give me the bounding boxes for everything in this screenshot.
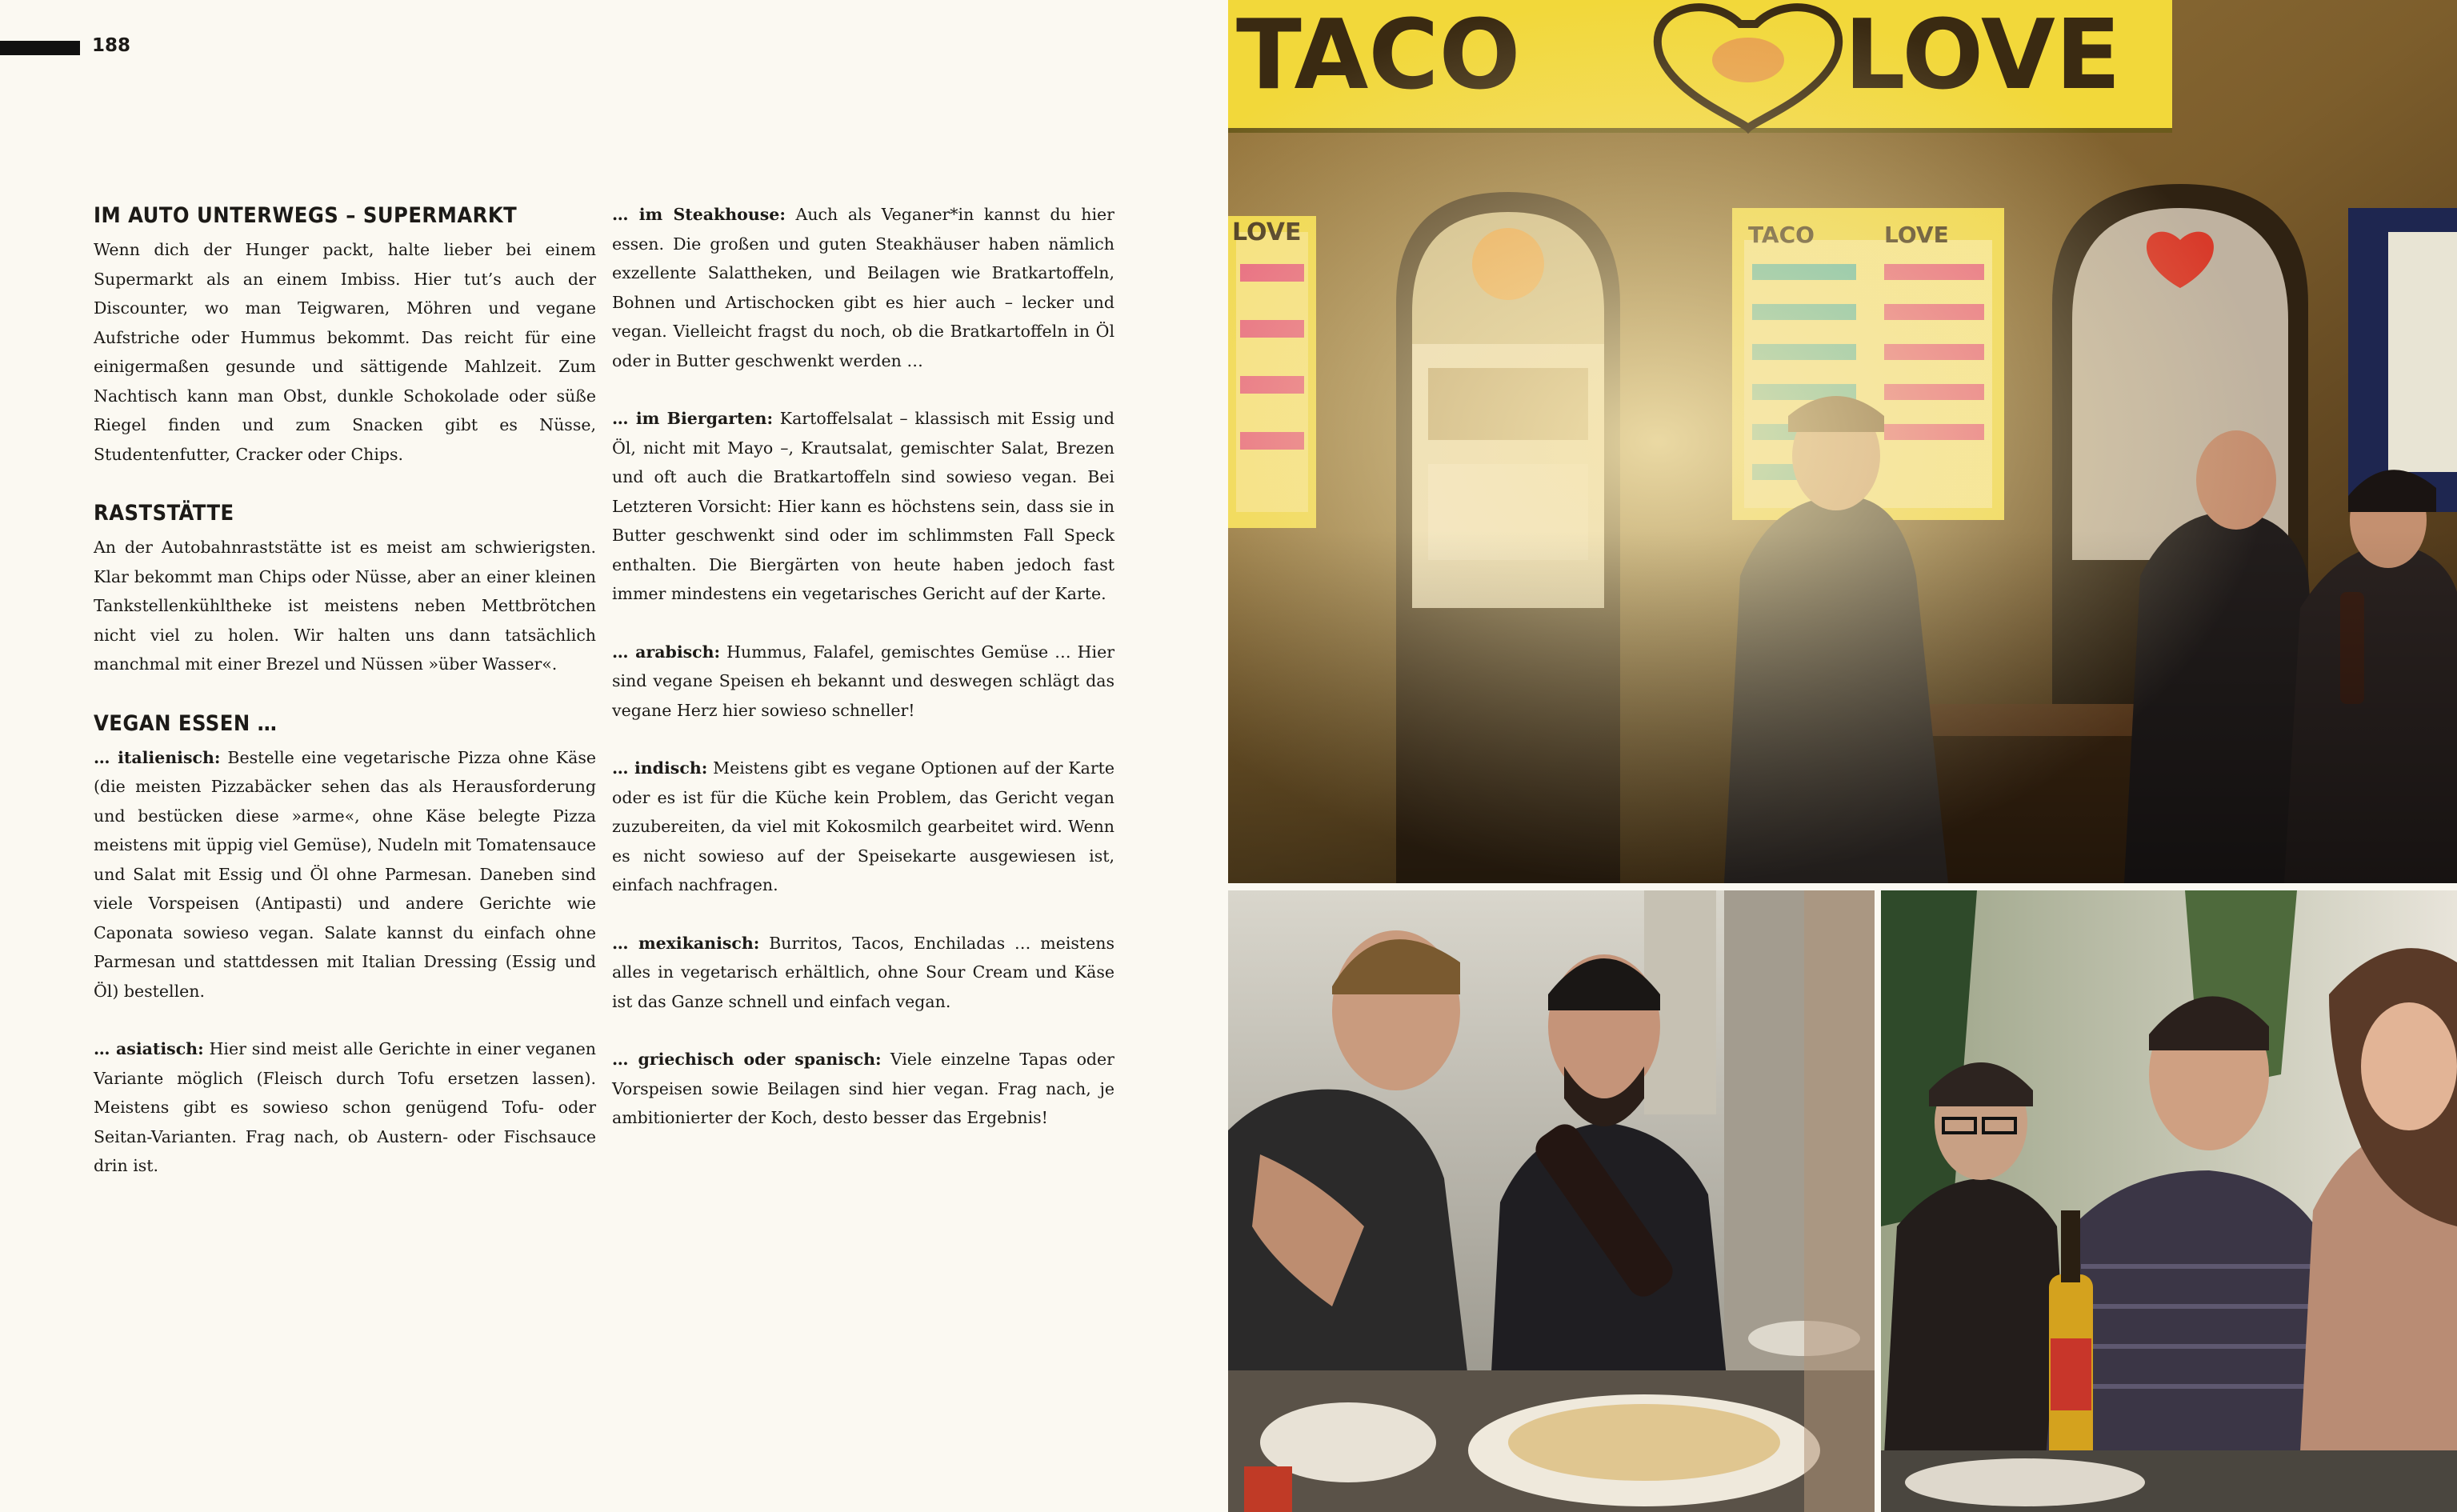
page-number: 188 [92, 35, 131, 56]
photo-pepper-mill [1228, 890, 1875, 1512]
section-raststaette [94, 498, 596, 679]
paragraph-steakhouse: … im Steakhouse: Auch als Veganer*in kannst du hier essen. Die großen und guten Steakhäuser haben nämlich exzellente Salattheken, und Beilagen wie Bratkartoffeln, Bohnen und Artischocken gibt es hier auch – lecker und vegan. Vielleicht fragst du noch, ob die Bratkartoffeln in Öl oder in Butter geschwenkt werden … [612, 205, 1114, 370]
page-marker-bar [0, 41, 80, 55]
section-vegan-essen [94, 708, 596, 1181]
paragraph-lead: … arabisch: [612, 642, 721, 662]
paragraph-lead: … mexikanisch: [612, 933, 760, 953]
paragraph-lead: … im Biergarten: [612, 409, 774, 428]
paragraph-asiatisch: … asiatisch: Hier sind meist alle Gerichte in einer veganen Variante möglich (Fleisch durch Tofu ersetzen lassen). Meistens gibt es sowieso schon genügend Tofu- oder Seitan-Varianten. Frag nach, ob Austern- oder Fischsauce drin ist. [94, 1039, 596, 1175]
paragraph-lead: … italienisch: [94, 747, 221, 767]
paragraph-lead: … im Steakhouse: [612, 205, 786, 224]
photo-taco-restaurant [1228, 0, 2457, 883]
text-column-right [612, 200, 1114, 1133]
section-heading: IM AUTO UNTERWEGS – SUPERMARKT [94, 203, 518, 228]
paragraph-lead: … griechisch oder spanisch: [612, 1050, 882, 1069]
section-heading: RASTSTÄTTE [94, 501, 234, 526]
paragraph-arabisch: … arabisch: Hummus, Falafel, gemischtes Gemüse … Hier sind vegane Speisen eh bekannt und deswegen schlägt das vegane Herz hier sowieso schneller! [612, 642, 1115, 720]
paragraph: Wenn dich der Hunger packt, halte lieber bei einem Supermarkt als an einem Imbiss. Hier tut’s auch der Discounter, wo man Teigwaren, Möhren und vegane Aufstriche oder Hummus bekommt. Das reicht für eine einigermaßen gesunde und sättigende Mahlzeit. Zum Nachtisch kann man Obst, dunkle Schokolade oder süße Riegel finden und zum Snacken gibt es Nüsse, Studentenfutter, Cracker oder Chips. [94, 240, 596, 464]
paragraph-indisch: … indisch: Meistens gibt es vegane Optionen auf der Karte oder es ist für die Küche kein Problem, das Gericht vegan zuzubereiten, da viel mit Kokosmilch gearbeitet wird. Wenn es nicht sowieso auf der Speisekarte ausgewiesen ist, einfach nachfragen. [612, 758, 1114, 894]
photo-people-bottle [1881, 890, 2457, 1512]
paragraph-lead: … indisch: [612, 758, 708, 778]
left-page [0, 0, 1228, 1512]
paragraph-biergarten: … im Biergarten: Kartoffelsalat – klassisch mit Essig und Öl, nicht mit Mayo –, Krautsalat, gemischter Salat, Brezen und oft auch die Bratkartoffeln sind sowieso vegan. Bei Letzteren Vorsicht: Hier kann es höchstens sein, dass sie in Butter geschwenkt sind oder im schlimmsten Fall Speck enthalten. Die Biergärten von heute haben jedoch fast immer mindestens ein vegetarisches Gericht auf der Karte. [612, 409, 1114, 603]
section-supermarkt [94, 200, 596, 469]
paragraph-griechisch-spanisch: … griechisch oder spanisch: Viele einzelne Tapas oder Vorspeisen sowie Beilagen sind hier vegan. Frag nach, je ambitionierter der Koch, desto besser das Ergebnis! [612, 1050, 1114, 1127]
text-column-left [94, 200, 596, 1210]
paragraph-lead: … asiatisch: [94, 1039, 204, 1058]
paragraph-italienisch: … italienisch: Bestelle eine vegetarische Pizza ohne Käse (die meisten Pizzabäcker sehen das als Herausforderung und bestücken diese »arme«, ohne Käse belegte Pizza meistens mit üppig viel Gemüse), Nudeln mit Tomatensauce und Salat mit Essig und Öl ohne Parmesan. Daneben sind viele Vorspeisen (Antipasti) und andere Gerichte wie Caponata sowieso vegan. Salate kannst du einfach ohne Parmesan und stattdessen mit Italian Dressing (Essig und Öl) bestellen. [94, 747, 596, 1001]
paragraph-mexikanisch: … mexikanisch: Burritos, Tacos, Enchiladas … meistens alles in vegetarisch erhältlich, ohne Sour Cream und Käse ist das Ganze schnell und einfach vegan. [612, 933, 1115, 1011]
section-heading: VEGAN ESSEN … [94, 710, 278, 736]
paragraph: An der Autobahnraststätte ist es meist am schwierigsten. Klar bekommt man Chips oder Nüsse, aber an einer kleinen Tankstellenkühltheke ist meistens neben Mettbrötchen nicht viel zu holen. Wir halten uns dann tatsächlich manchmal mit einer Brezel und Nüssen »über Wasser«. [94, 538, 596, 674]
